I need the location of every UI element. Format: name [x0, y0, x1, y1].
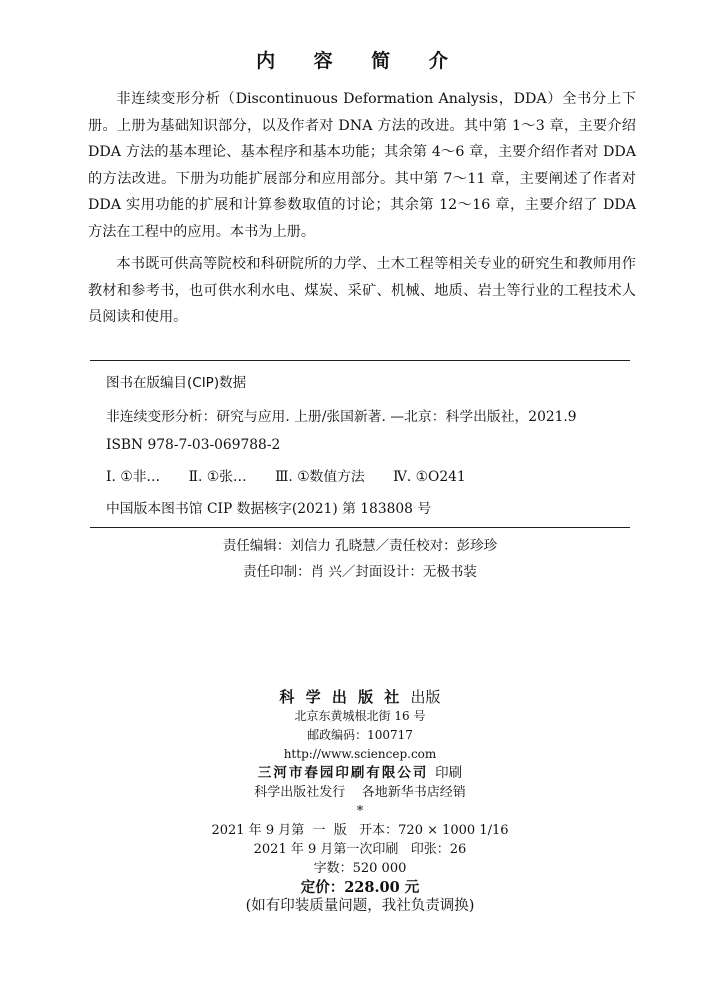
classification-list	[106, 465, 630, 485]
printer-suffix: 印刷	[435, 765, 463, 781]
cip-heading: 图书在版编目(CIP)数据	[106, 375, 247, 391]
editorial-credits	[0, 533, 720, 585]
publisher-line	[0, 688, 720, 707]
publisher-suffix: 出版	[410, 688, 441, 706]
printer-name: 三河市春园印刷有限公司	[257, 765, 429, 781]
word-count: 字数：520 000	[313, 861, 407, 876]
isbn: ISBN 978-7-03-069788-2	[106, 437, 281, 453]
printing-line: 2021 年 9 月第一次印刷 印张：26	[253, 842, 467, 857]
editors-line-1: 责任编辑：刘信力 孔晓慧／责任校对：彭珍珍	[222, 538, 498, 554]
classification-item: Ⅰ. ①非…	[106, 469, 161, 485]
edition-line: 2021 年 9 月第 一 版 开本：720 × 1000 1/16	[211, 823, 509, 838]
cip-record: 非连续变形分析：研究与应用. 上册/张国新著. —北京：科学出版社，2021.9	[106, 409, 577, 425]
quality-notice: (如有印装质量问题，我社负责调换)	[245, 898, 475, 914]
publisher-name: 科 学 出 版 社	[279, 688, 403, 706]
editors-line-2: 责任印制：肖 兴／封面设计：无极书装	[243, 564, 477, 580]
publication-info	[0, 688, 720, 916]
postcode: 邮政编码：100717	[307, 728, 413, 742]
cip-number: 中国版本图书馆 CIP 数据核字(2021) 第 183808 号	[106, 501, 432, 517]
website-link: http://www.sciencep.com	[283, 747, 437, 761]
cip-data-block	[90, 360, 630, 528]
classification-item: Ⅱ. ①张…	[188, 469, 247, 485]
intro-paragraph-2: 本书既可供高等院校和科研院所的力学、土木工程等相关专业的研究生和教师用作教材和参考书，也可供水利水电、煤炭、采矿、机械、地质、岩土等行业的工程技术人员阅读和使用。	[88, 256, 636, 325]
page-title: 内 容 简 介	[256, 50, 464, 72]
classification-item: Ⅲ. ①数值方法	[275, 469, 365, 485]
separator-mark: *	[356, 804, 364, 819]
intro-paragraph-1: 非连续变形分析（Discontinuous Deformation Analysis，DDA）全书分上下册。上册为基础知识部分，以及作者对 DNA 方法的改进。其中第 1～3 章，主要介绍 DDA 方法的基本理论、基本程序和基本功能；其余第 4～6 章，主要介绍作者对 DDA 的方法改进。下册为功能扩展部分和应用部分。其中第 7～11 章，主要阐述了作者对 DDA 实用功能的扩展和计算参数取值的讨论；其余第 12～16 章，主要介绍了 DDA 方法在工程中的应用。本书为上册。	[88, 91, 636, 240]
price: 定价：228.00 元	[300, 879, 420, 896]
publisher-address: 北京东黄城根北街 16 号	[294, 709, 426, 723]
distribution-line: 科学出版社发行 各地新华书店经销	[254, 785, 466, 800]
introduction	[88, 86, 636, 337]
printer-line	[0, 764, 720, 783]
classification-item: Ⅳ. ①O241	[393, 469, 466, 485]
